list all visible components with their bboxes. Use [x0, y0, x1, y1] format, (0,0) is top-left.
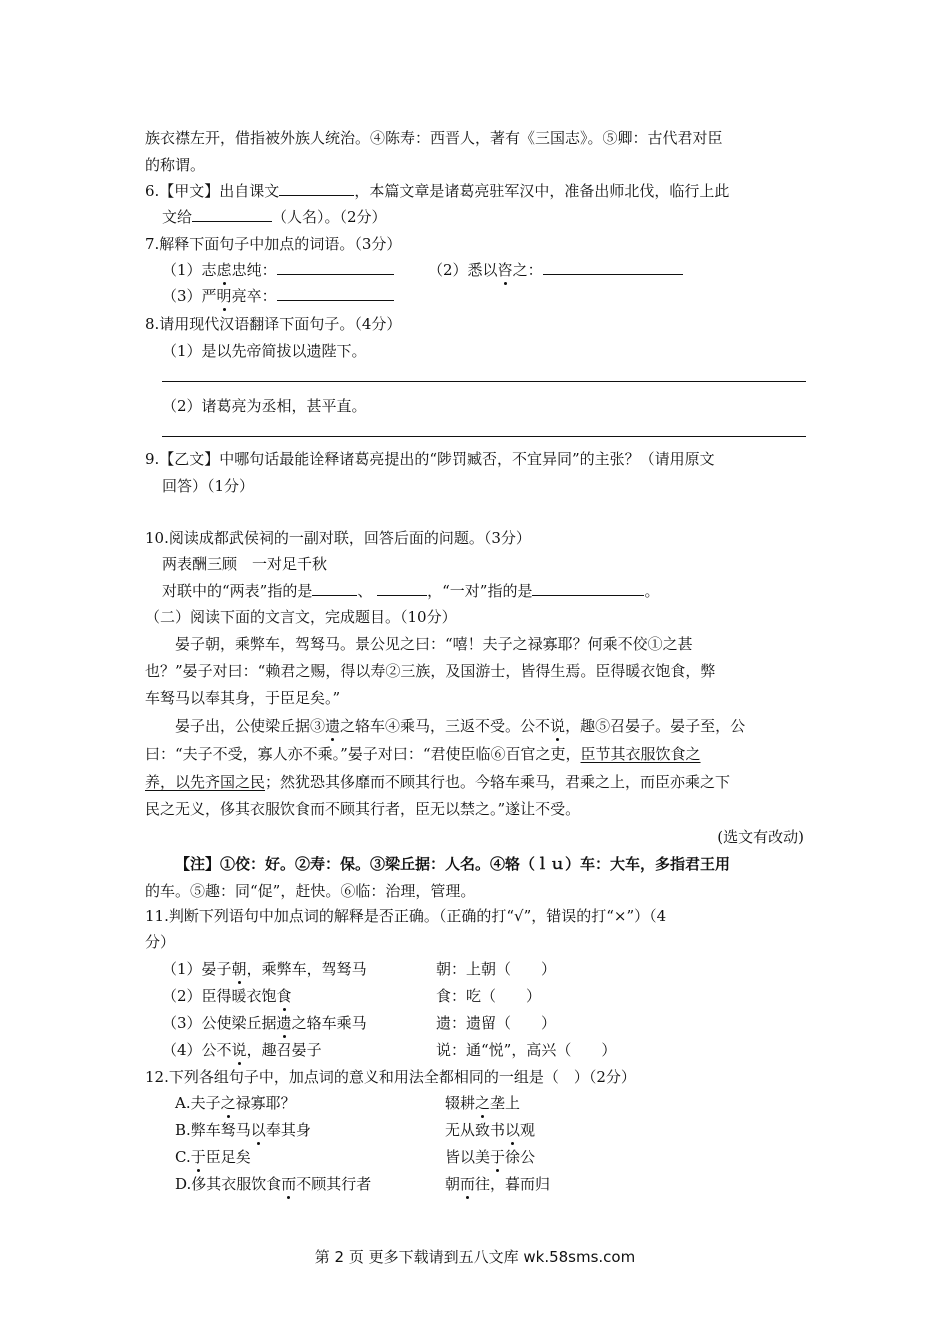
q12-option-d-left[interactable] [175, 1174, 371, 1194]
q12-d-la: D.侈其衣服饮食 [175, 1175, 282, 1193]
q12-d-rb: 往，暮而归 [475, 1175, 551, 1193]
q12-option-a-right [445, 1093, 520, 1113]
q11-item-3 [162, 1013, 367, 1033]
question-7-item-1 [162, 260, 394, 280]
q12-c-ra: 皆以美 [445, 1148, 491, 1166]
dotted-word: 之 [220, 1094, 236, 1112]
question-11-line-2: 分） [145, 933, 176, 951]
page-footer: 第 2 页 更多下载请到五八文库 wk.58sms.com [314, 1248, 636, 1266]
dotted-word: 而 [460, 1175, 476, 1193]
dotted-word: 于 [490, 1148, 506, 1166]
question-6-line-1 [145, 181, 729, 201]
q11-item1-b: ，乘弊车，驾驽马 [246, 960, 367, 978]
q7-item2-post: 之： [512, 261, 543, 279]
dotted-word: 食 [276, 987, 292, 1005]
question-12-title: 12.下列各组句子中，加点词的意义和用法全都相同的一组是（ ）（2分） [145, 1068, 636, 1086]
answer-blank-q10-3[interactable] [532, 581, 644, 596]
q11-item-2 [162, 986, 292, 1006]
q7-item1-pre: （1）志 [162, 261, 217, 279]
q12-c-la: C. [175, 1148, 191, 1166]
question-8-title: 8.请用现代汉语翻译下面句子。（4分） [145, 315, 402, 333]
q12-a-ra: 辍耕 [445, 1094, 476, 1112]
p2l3-b: ；然犹恐其侈靡而不顾其行也。今辂车乘马，君乘之上，而臣亦乘之下 [265, 773, 731, 791]
q12-option-d-right [445, 1174, 550, 1194]
passage-p2-line-3 [145, 772, 730, 792]
q12-d-ra: 朝 [445, 1175, 461, 1193]
dotted-word: 虑 [216, 261, 232, 279]
couplet: 两表酬三顾 一对足千秋 [162, 555, 328, 573]
source-note: (选文有改动) [717, 828, 804, 846]
answer-blank-q7-3[interactable] [277, 286, 394, 301]
q11-item1-a: （1）晏子 [162, 960, 232, 978]
passage-p2-line-4: 民之无义，侈其衣服饮食而不顾其行者，臣无以禁之。”遂让不受。 [145, 800, 581, 818]
answer-blank-lesson[interactable] [279, 181, 354, 196]
q11-item3-a: （3）公使梁丘据 [162, 1014, 277, 1032]
q10-text-c: ，“一对”指的是 [427, 582, 533, 600]
dotted-word: 于 [190, 1148, 206, 1166]
q12-option-b-left[interactable] [175, 1120, 311, 1140]
question-9-line-1: 9.【乙文】中哪句话最能诠释诸葛亮提出的“陟罚臧否，不宜异同”的主张？（请用原文 [145, 450, 715, 468]
question-7-title: 7.解释下面句子中加点的词语。（3分） [145, 235, 402, 253]
question-7-item-2 [428, 260, 683, 280]
q12-b-lb: 奉其身 [265, 1121, 311, 1139]
annotation-line-1: 【注】①佼：好。②寿：保。③梁丘据：人名。④辂（ｌｕ）车：大车，多指君王用 [175, 855, 731, 873]
q11-answer-1[interactable]: 朝：上朝（ ） [436, 960, 557, 978]
dotted-word: 咨 [497, 261, 513, 279]
dotted-word: 明 [216, 287, 232, 305]
question-6-text-a: 6.【甲文】出自课文 [145, 182, 280, 200]
answer-blank-q7-2[interactable] [543, 260, 683, 275]
answer-blank-q10-1[interactable] [312, 581, 357, 596]
question-10-prompt [162, 581, 660, 601]
q11-item4-b: ，趣召晏子 [246, 1041, 322, 1059]
dotted-word: 以 [505, 1121, 521, 1139]
q11-answer-2[interactable]: 食：吃（ ） [436, 987, 542, 1005]
note-continuation-line-2: 的称谓。 [145, 156, 206, 174]
q7-item2-pre: （2）悉以 [428, 261, 498, 279]
q12-a-la: A.夫子 [175, 1094, 221, 1112]
dotted-word: 说 [550, 717, 566, 735]
passage-p1-line-1: 晏子朝，乘弊车，驾驽马。景公见之曰：“嘻！夫子之禄寡耶？何乘不佼①之甚 [175, 635, 693, 653]
answer-blank-person[interactable] [192, 207, 272, 222]
q11-item3-b: 之辂车乘马 [291, 1014, 367, 1032]
q11-item4-a: （4）公不 [162, 1041, 232, 1059]
dotted-word: 以 [250, 1121, 266, 1139]
question-6-text-d: （人名）。（2分） [272, 208, 387, 226]
q11-item-1 [162, 959, 367, 979]
annotation-line-2: 的车。⑤趣：同“促”，赶快。⑥临：治理，管理。 [145, 882, 476, 900]
p2l2-a: 曰：“夫子不受，寡人亦不乘。”晏子对曰：“君使臣临⑥百官之吏， [145, 745, 581, 763]
q10-text-d: 。 [644, 582, 660, 600]
q12-c-lb: 臣足矣 [205, 1148, 251, 1166]
q12-a-lb: 禄寡耶？ [235, 1094, 296, 1112]
q12-option-b-right [445, 1120, 535, 1140]
dotted-word: 之 [475, 1094, 491, 1112]
section-2-title: （二）阅读下面的文言文，完成题目。（10分） [145, 608, 457, 626]
underlined-sentence-cont: 养，以先齐国之民 [145, 773, 266, 791]
q12-option-c-right [445, 1147, 535, 1167]
question-7-item-3 [162, 286, 394, 306]
passage-p2-line-1 [175, 716, 745, 736]
dotted-word: 朝 [231, 960, 247, 978]
q7-item1-post: 忠纯： [231, 261, 277, 279]
question-10-title: 10.阅读成都武侯祠的一副对联，回答后面的问题。（3分） [145, 529, 531, 547]
q12-b-rb: 观 [520, 1121, 536, 1139]
dotted-word: 遗 [276, 1014, 292, 1032]
note-continuation-line-1: 族衣襟左开，借指被外族人统治。④陈寿：西晋人，著有《三国志》。⑤卿：古代君对臣 [145, 129, 723, 147]
q12-option-a-left[interactable] [175, 1093, 296, 1113]
answer-blank-q7-1[interactable] [277, 260, 394, 275]
q10-text-b: 、 [357, 582, 373, 600]
underlined-sentence: 臣节其衣服饮食之 [580, 745, 701, 763]
question-11-line-1: 11.判断下列语句中加点词的解释是否正确。（正确的打“√”，错误的打“×”）（4 [145, 907, 667, 925]
q11-item2-a: （2）臣得暖衣饱 [162, 987, 277, 1005]
answer-line-q8-2[interactable] [162, 436, 806, 437]
passage-p1-line-2: 也？”晏子对曰：“赖君之赐，得以寿②三族，及国游士，皆得生焉。臣得暖衣饱食，弊 [145, 662, 716, 680]
answer-blank-q10-2[interactable] [377, 581, 427, 596]
passage-p1-line-3: 车驽马以奉其身，于臣足矣。” [145, 689, 341, 707]
answer-line-q8-1[interactable] [162, 381, 806, 382]
p2l1-a: 晏子出，公使梁丘据③ [175, 717, 326, 735]
q12-option-c-left[interactable] [175, 1147, 251, 1167]
q10-text-a: 对联中的“两表”指的是 [162, 582, 313, 600]
question-6-text-c: 文给 [162, 208, 193, 226]
q12-a-rb: 垄上 [490, 1094, 521, 1112]
passage-p2-line-2 [145, 744, 701, 764]
question-9-line-2: 回答）（1分） [162, 477, 255, 495]
question-8-sentence-2: （2）诸葛亮为丞相，甚平直。 [162, 397, 367, 415]
question-6-line-2 [162, 207, 387, 227]
dotted-word: 说 [231, 1041, 247, 1059]
p2l1-c: ，趣⑤召晏子。晏子至，公 [565, 717, 746, 735]
q7-item3-post: 亮卒： [231, 287, 277, 305]
p2l1-b: 之辂车④乘马，三返不受。公不 [340, 717, 551, 735]
q7-item3-pre: （3）严 [162, 287, 217, 305]
q11-answer-3[interactable]: 遗：遗留（ ） [436, 1014, 557, 1032]
question-6-text-b: ，本篇文章是诸葛亮驻军汉中，准备出师北伐，临行上此 [354, 182, 730, 200]
q12-d-lb: 不顾其行者 [296, 1175, 372, 1193]
q12-b-ra: 无从致书 [445, 1121, 506, 1139]
q12-c-rb: 徐公 [505, 1148, 536, 1166]
question-8-sentence-1: （1）是以先帝简拔以遗陛下。 [162, 342, 367, 360]
q11-answer-4[interactable]: 说：通“悦”，高兴（ ） [436, 1041, 617, 1059]
dotted-word: 而 [281, 1175, 297, 1193]
q11-item-4 [162, 1040, 322, 1060]
dotted-word: 遗 [325, 717, 341, 735]
q12-b-la: B.弊车驽马 [175, 1121, 251, 1139]
